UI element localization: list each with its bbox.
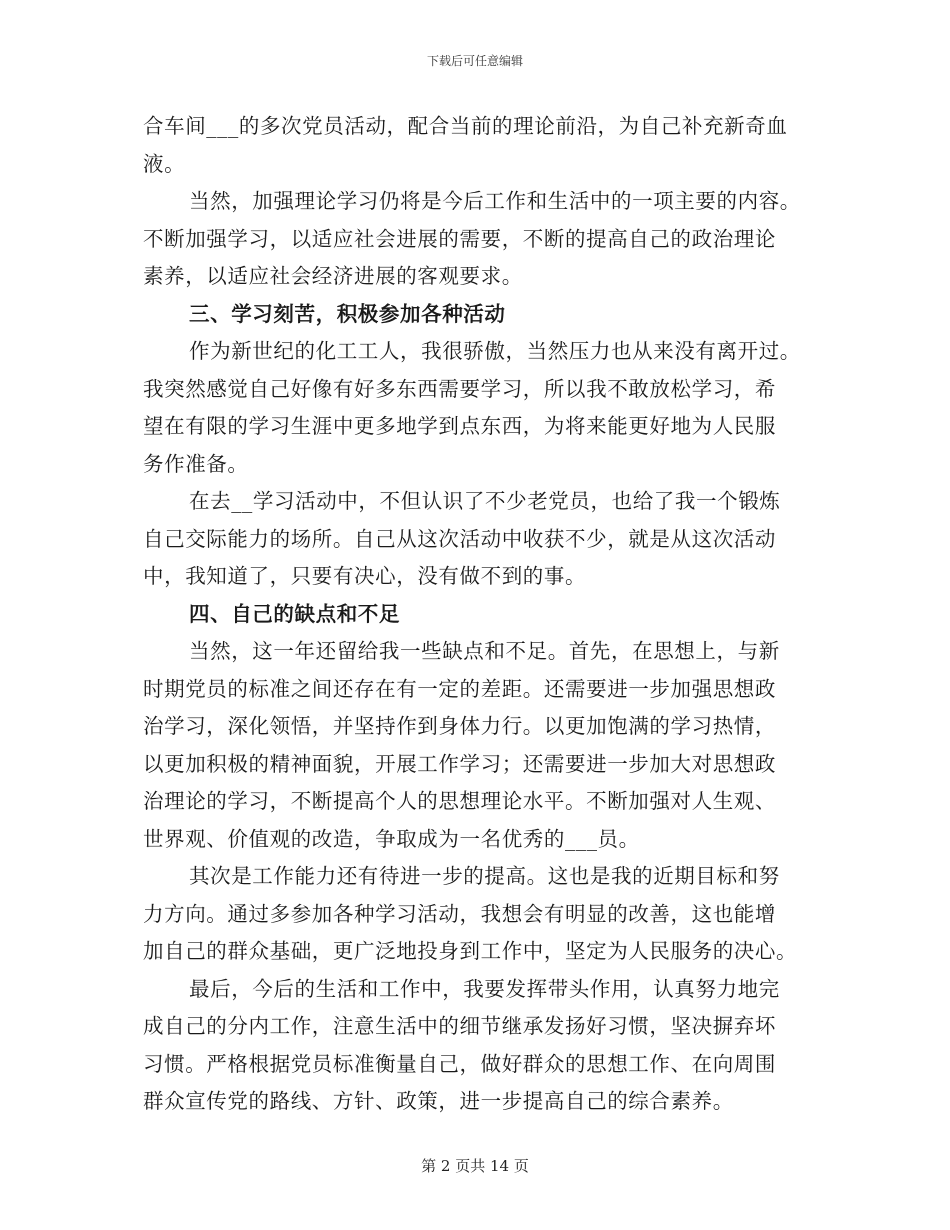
body-line: 务作准备。 (143, 451, 249, 476)
paragraph-start: 当然，加强理论学习仍将是今后工作和生活中的一项主要的内容。 (189, 189, 801, 213)
body-line: 成自己的分内工作，注意生活中的细节继承发扬好习惯，坚决摒弃坏 (143, 1014, 776, 1038)
page-header: 下载后可任意编辑 (426, 54, 523, 68)
body-line: 治理论的学习，不断提高个人的思想理论水平。不断加强对人生观、 (143, 789, 776, 813)
body-line: 望在有限的学习生涯中更多地学到点东西，为将来能更好地为人民服 (143, 414, 776, 438)
paragraph-start: 最后，今后的生活和工作中，我要发挥带头作用，认真努力地完 (189, 976, 780, 1001)
body-line: 习惯。严格根据党员标准衡量自己，做好群众的思想工作、在向周围 (143, 1051, 776, 1076)
body-line: 合车间___的多次党员活动，配合当前的理论前沿，为自己补充新奇血 (143, 114, 788, 138)
section-heading-4: 四、自己的缺点和不足 (189, 601, 400, 626)
body-line: 世界观、价值观的改造，争取成为一名优秀的___员。 (143, 826, 640, 851)
document-body (143, 108, 815, 1121)
body-line: 我突然感觉自己好像有好多东西需要学习，所以我不敢放松学习，希 (143, 376, 776, 401)
body-line: 中，我知道了，只要有决心，没有做不到的事。 (143, 564, 587, 588)
body-line: 力方向。通过多参加各种学习活动，我想会有明显的改善，这也能增 (143, 901, 776, 926)
body-line: 不断加强学习，以适应社会进展的需要，不断的提高自己的政治理论 (143, 226, 776, 251)
paragraph-start: 在去__学习活动中，不但认识了不少老党员，也给了我一个锻炼 (189, 489, 781, 513)
section-heading-3: 三、学习刻苦，积极参加各种活动 (189, 301, 506, 326)
body-line: 加自己的群众基础，更广泛地投身到工作中，坚定为人民服务的决心。 (143, 939, 798, 963)
body-line: 自己交际能力的场所。自己从这次活动中收获不少，就是从这次活动 (143, 526, 776, 551)
body-line: 治学习，深化领悟，并坚持作到身体力行。以更加饱满的学习热情， (143, 714, 776, 738)
paragraph-start: 其次是工作能力还有待进一步的提高。这也是我的近期目标和努 (189, 864, 780, 888)
paragraph-start: 作为新世纪的化工工人，我很骄傲，当然压力也从来没有离开过。 (189, 339, 801, 363)
page-footer: 第 2 页共 14 页 (421, 1157, 529, 1175)
body-line: 时期党员的标准之间还存在有一定的差距。还需要进一步加强思想政 (143, 676, 776, 701)
body-line: 以更加积极的精神面貌，开展工作学习；还需要进一步加大对思想政 (143, 751, 776, 776)
body-line: 液。 (143, 151, 186, 176)
paragraph-start: 当然，这一年还留给我一些缺点和不足。首先，在思想上，与新 (189, 639, 780, 663)
body-line: 素养，以适应社会经济进展的客观要求。 (143, 264, 523, 288)
body-line: 群众宣传党的路线、方针、政策，进一步提高自己的综合素养。 (143, 1089, 734, 1113)
